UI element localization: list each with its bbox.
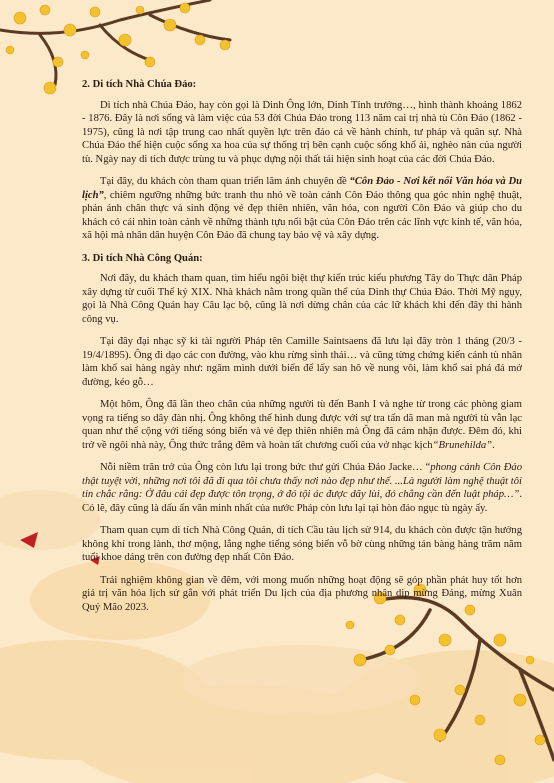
- paragraph: Tại đây đại nhạc sỹ kì tài người Pháp tên Camille Saintsaens đã lưu lại đây tròn 1 tháng (20/3 - 19/4/1895). Ông đi dạo các con đường, vào khu rừng sinh thái… và cũng từng chứng kiến cảnh tù nhân làm khổ sai hàng ngày như: ngâm mình dưới biển để lấy san hô về nung vôi, làm khổ sai phá đá mở đường, kéo gỗ…: [82, 336, 522, 388]
- letter-quote: phong cảnh Côn Đảo thật tuyệt vời, những nơi tôi đã đi qua tôi chưa thấy nơi nào đẹp như thế. ...Là người làm nghệ thuật tôi tin chắc rằng: Ở đâu cái đẹp được tôn trọng, ở đó tội ác được dãy lùi, đó chẳng cần đến luật pháp…”: [82, 462, 522, 500]
- exhibition-title: “Côn Đảo - Nơi kết nối Văn hóa và Du lịch”: [82, 176, 522, 201]
- paragraph: Một hôm, Ông đã lần theo chân của những người tù đến Banh I và nghe từ trong các phòng giam vọng ra tiếng so dây đàn nhị. Ông không thể hình dung được với sự tra tấn dã man mà người tù vẫn lạc quan như thế cộng với tiếng sóng biển và vẻ đẹp thiên nhiên mà Ông đã cảm nhận được. Đêm đó, khi trở về ngôi nhà này, Ông thức trắng đêm và hoàn tất chương cuối của vở nhạc kịch“Brunehilda”.: [82, 399, 522, 451]
- paragraph: Tại đây, du khách còn tham quan triển lãm ảnh chuyên đề “Côn Đảo - Nơi kết nối Văn hóa và Du lịch”, chiêm ngưỡng những bức tranh thu nhỏ về toàn cảnh Côn Đảo thông qua góc nhìn nghệ thuật, phản ánh chân thực và sinh động vẻ đẹp thiên nhiên, văn hóa, con người Côn Đảo và giúp cho du khách có cái nhìn toàn cảnh về những thành tựu nổi bật của Côn Đảo trên các lĩnh vực kinh tế, văn hóa, xã hội mà nhân dân huyện Côn Đảo đã chung tay bảo vệ và xây dựng.: [82, 176, 522, 241]
- paragraph: Nơi đây, du khách tham quan, tìm hiểu ngôi biệt thự kiến trúc kiểu phương Tây do Thực dân Pháp xây dựng từ cuối Thế kỷ XIX. Nhà khách nằm trong quần thể của Dinh thự Chúa Đảo. Thời Mỹ ngụy, gọi là Nhà Công Quán hay Câu lạc bộ, cũng là nơi dừng chân của các lữ khách khi đến đây thi hành công vụ.: [82, 273, 522, 325]
- article-body: [82, 78, 522, 623]
- opera-title: “Brunehilda”: [432, 439, 493, 451]
- section-heading-chua-dao: 2. Di tích Nhà Chúa Đảo:: [82, 79, 197, 90]
- section-heading-cong-quan: 3. Di tích Nhà Công Quán:: [82, 252, 203, 264]
- paragraph: Trải nghiệm không gian về đêm, với mong muốn những hoạt động sẽ góp phần phát huy tốt hơn giá trị văn hóa lịch sử gắn với phát triển Du lịch của địa phương nhân dịp mừng Đảng, mừng Xuân Quý Mão 2023.: [82, 574, 522, 613]
- paragraph: Di tích nhà Chúa Đảo, hay còn gọi là Dinh Ông lớn, Dinh Tỉnh trưởng…, hình thành khoảng 1862 - 1876. Đây là nơi sống và làm việc của 53 đời Chúa Đảo trong 113 năm cai trị nhà tù Côn Đảo (1862 - 1975), cũng là nơi tập trung cao nhất quyền lực trên đảo cả về hành chính, tư pháp và quân sự. Nhà Chúa Đảo thể hiện cuộc sống xa hoa của sự thống trị bên cạnh cuộc sống khổ ải, nghèo nàn của người tù. Ngày nay di tích được trùng tu và phục dựng nội thất tái hiện sinh hoạt của các đời Chúa Đảo.: [82, 99, 522, 165]
- paragraph: Tham quan cụm di tích Nhà Công Quán, di tích Cầu tàu lịch sử 914, du khách còn được tận hưởng không khí trong lành, thơ mộng, lắng nghe tiếng sóng biển vỗ bờ cùng những tán bàng hàng trăm năm tuổi khoe dáng trên con đường đẹp nhất Côn Đảo.: [82, 525, 522, 563]
- paragraph: Nỗi niềm trăn trở của Ông còn lưu lại trong bức thư gửi Chúa Đảo Jacke… “phong cảnh Côn Đảo thật tuyệt vời, những nơi tôi đã đi qua tôi chưa thấy nơi nào đẹp như thế. ...Là người làm nghệ thuật tôi tin chắc rằng: Ở đâu cái đẹp được tôn trọng, ở đó tội ác được dãy lùi, đó chẳng cần đến luật pháp…”. Có lẽ, đây cũng là dấu ấn văn minh nhất của nước Pháp còn lưu lại tại hòn đảo ngục tù ngày ấy.: [82, 462, 522, 514]
